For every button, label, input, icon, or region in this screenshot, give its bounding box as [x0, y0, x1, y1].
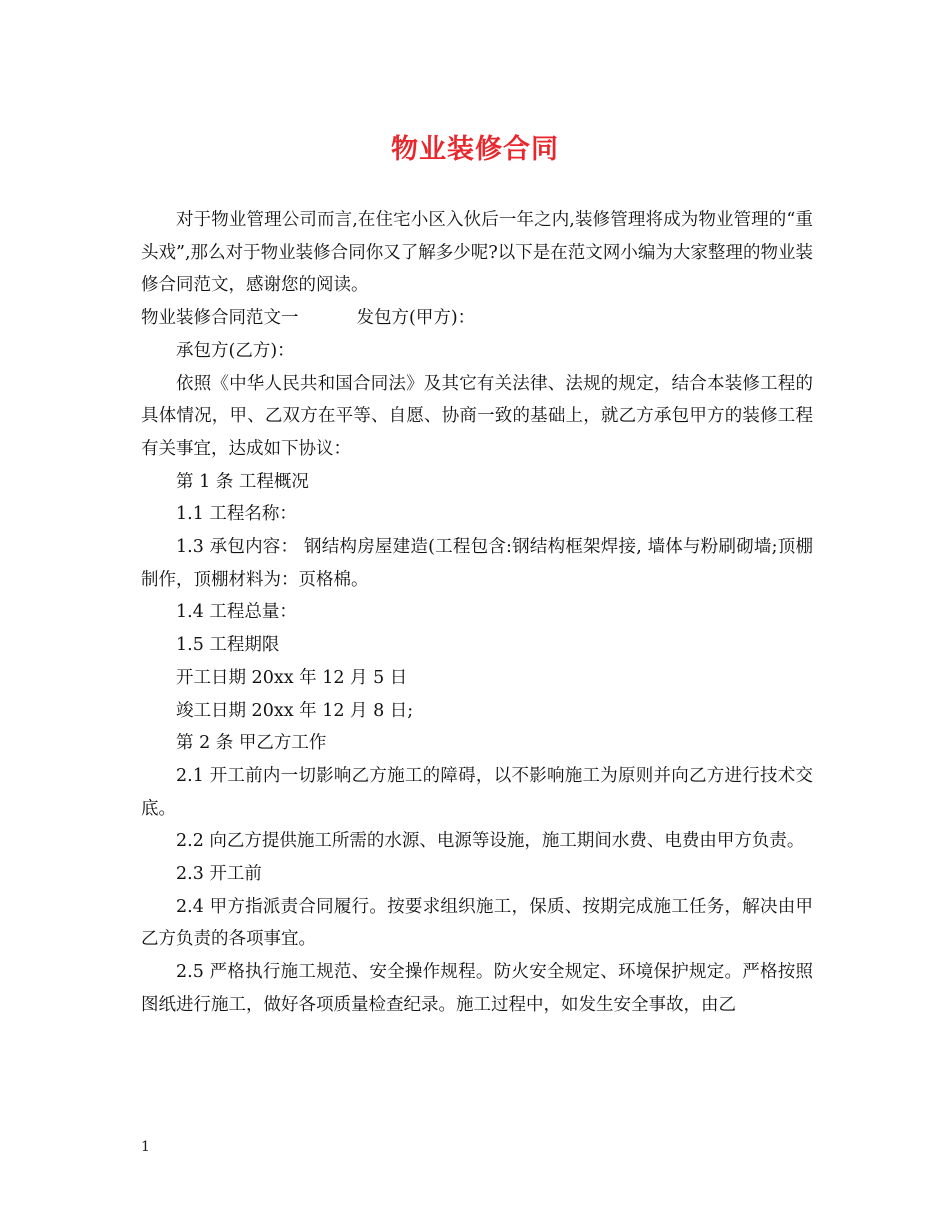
article-2-heading: 第 2 条 甲乙方工作 [176, 733, 327, 754]
clause-1-5: 1.5 工程期限 [176, 635, 280, 656]
start-date: 开工日期 20xx 年 12 月 5 日 [176, 667, 408, 688]
sample-heading-line [141, 302, 813, 335]
clause-2-4: 2.4 甲方指派责合同履行。按要求组织施工，保质、按期完成施工任务，解决由甲乙方负责的各项事宜。 [141, 896, 813, 950]
document-body [141, 204, 813, 1022]
clause-2-1: 2.1 开工前内一切影响乙方施工的障碍，以不影响施工为原则并向乙方进行技术交底。 [141, 765, 813, 819]
clause-2-3: 2.3 开工前 [176, 864, 262, 885]
clause-1-3: 1.3 承包内容： 钢结构房屋建造(工程包含:钢结构框架焊接, 墙体与粉刷砌墙;顶棚制作，顶棚材料为：页格棉。 [141, 537, 813, 590]
page-number: 1 [141, 1139, 150, 1155]
preamble-paragraph: 依照《中华人民共和国合同法》及其它有关法律、法规的规定，结合本装修工程的具体情况，甲、乙双方在平等、自愿、协商一致的基础上，就乙方承包甲方的装修工程有关事宜，达成如下协议： [141, 373, 813, 459]
party-b-label: 承包方(乙方)： [176, 340, 295, 361]
sample-heading: 物业装修合同范文一 [141, 308, 299, 329]
clause-1-1: 1.1 工程名称： [176, 504, 297, 525]
article-1-heading: 第 1 条 工程概况 [176, 471, 309, 492]
end-date: 竣工日期 20xx 年 12 月 8 日; [176, 700, 414, 721]
clause-1-4: 1.4 工程总量： [176, 602, 297, 623]
intro-paragraph: 对于物业管理公司而言,在住宅小区入伙后一年之内,装修管理将成为物业管理的“重头戏”,那么对于物业装修合同你又了解多少呢?以下是在范文网小编为大家整理的物业装修合同范文，感谢您的阅读。 [141, 210, 813, 296]
clause-2-2: 2.2 向乙方提供施工所需的水源、电源等设施，施工期间水费、电费由甲方负责。 [176, 831, 805, 852]
document-title: 物业装修合同 [391, 134, 559, 165]
party-a-label: 发包方(甲方)： [356, 308, 476, 329]
clause-2-5: 2.5 严格执行施工规范、安全操作规程。防火安全规定、环境保护规定。严格按照图纸进行施工，做好各项质量检查纪录。施工过程中，如发生安全事故，由乙 [141, 962, 813, 1015]
